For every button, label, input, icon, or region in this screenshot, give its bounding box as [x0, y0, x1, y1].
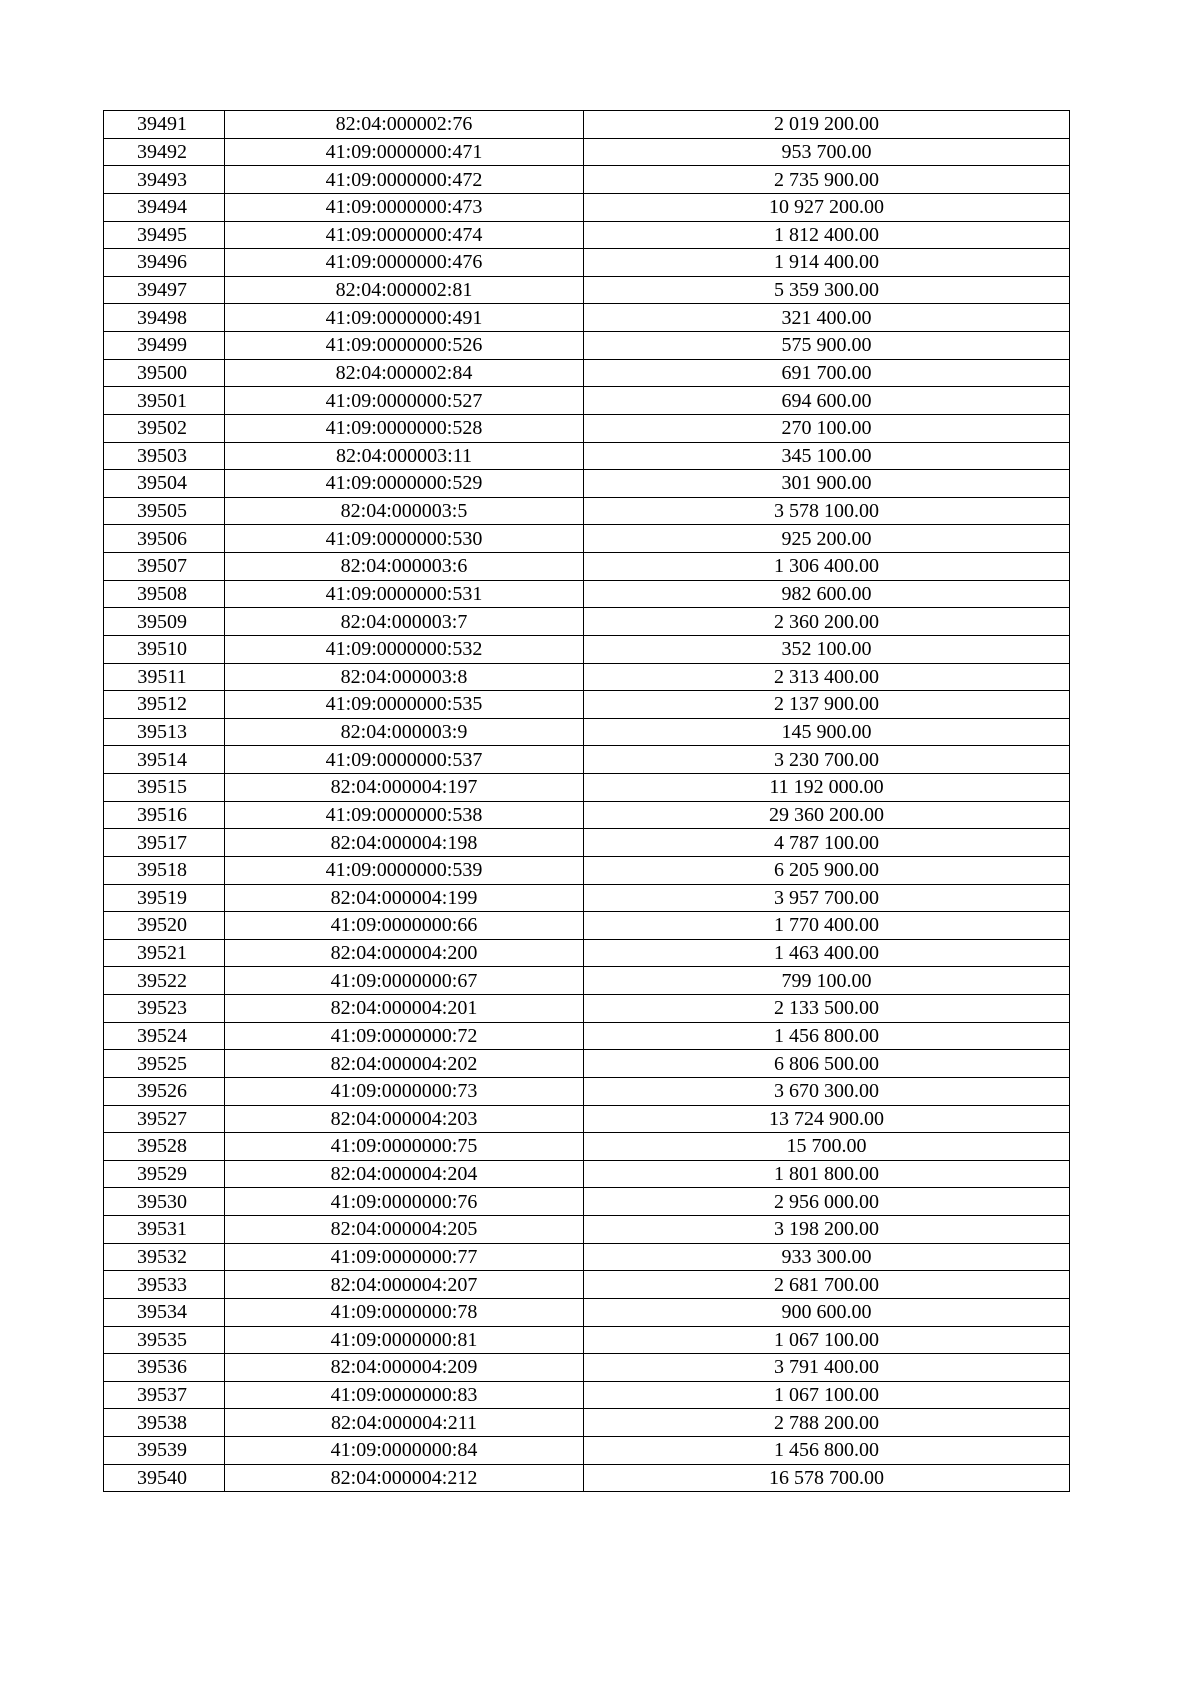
cadastral-value-cell: 1 812 400.00: [584, 221, 1070, 249]
table-row: [104, 497, 1070, 525]
table-row: [104, 1105, 1070, 1133]
row-number-cell: 39519: [104, 884, 225, 912]
row-number-cell: 39527: [104, 1105, 225, 1133]
cadastral-number-cell: 82:04:000004:202: [225, 1050, 584, 1078]
cadastral-value-cell: 925 200.00: [584, 525, 1070, 553]
table-row: [104, 1298, 1070, 1326]
cadastral-number-cell: 41:09:0000000:529: [225, 470, 584, 498]
row-number-cell: 39522: [104, 967, 225, 995]
cadastral-number-cell: 41:09:0000000:66: [225, 912, 584, 940]
table-row: [104, 1354, 1070, 1382]
cadastral-number-cell: 41:09:0000000:526: [225, 332, 584, 360]
cadastral-number-cell: 82:04:000004:201: [225, 995, 584, 1023]
table-row: [104, 1077, 1070, 1105]
cadastral-value-cell: 345 100.00: [584, 442, 1070, 470]
cadastral-value-cell: 2 681 700.00: [584, 1271, 1070, 1299]
cadastral-number-cell: 82:04:000002:76: [225, 111, 584, 139]
row-number-cell: 39494: [104, 193, 225, 221]
cadastral-number-cell: 41:09:0000000:491: [225, 304, 584, 332]
cadastral-number-cell: 41:09:0000000:76: [225, 1188, 584, 1216]
cadastral-value-cell: 799 100.00: [584, 967, 1070, 995]
cadastral-number-cell: 41:09:0000000:532: [225, 635, 584, 663]
cadastral-number-cell: 41:09:0000000:72: [225, 1022, 584, 1050]
cadastral-number-cell: 41:09:0000000:77: [225, 1243, 584, 1271]
row-number-cell: 39532: [104, 1243, 225, 1271]
row-number-cell: 39517: [104, 829, 225, 857]
cadastral-number-cell: 41:09:0000000:476: [225, 249, 584, 277]
table-row: [104, 663, 1070, 691]
cadastral-value-cell: 301 900.00: [584, 470, 1070, 498]
row-number-cell: 39518: [104, 856, 225, 884]
cadastral-number-cell: 82:04:000004:212: [225, 1464, 584, 1492]
table-body: [104, 111, 1070, 1492]
cadastral-value-cell: 13 724 900.00: [584, 1105, 1070, 1133]
cadastral-value-cell: 145 900.00: [584, 718, 1070, 746]
cadastral-number-cell: 41:09:0000000:527: [225, 387, 584, 415]
cadastral-number-cell: 82:04:000003:11: [225, 442, 584, 470]
row-number-cell: 39509: [104, 608, 225, 636]
table-row: [104, 1160, 1070, 1188]
row-number-cell: 39533: [104, 1271, 225, 1299]
table-row: [104, 193, 1070, 221]
cadastral-value-cell: 15 700.00: [584, 1133, 1070, 1161]
row-number-cell: 39510: [104, 635, 225, 663]
cadastral-value-cell: 1 463 400.00: [584, 939, 1070, 967]
cadastral-value-cell: 270 100.00: [584, 414, 1070, 442]
table-row: [104, 470, 1070, 498]
cadastral-number-cell: 41:09:0000000:472: [225, 166, 584, 194]
table-row: [104, 221, 1070, 249]
table-row: [104, 1243, 1070, 1271]
cadastral-number-cell: 82:04:000004:207: [225, 1271, 584, 1299]
cadastral-value-cell: 5 359 300.00: [584, 276, 1070, 304]
table-row: [104, 635, 1070, 663]
table-row: [104, 1271, 1070, 1299]
cadastral-value-cell: 3 791 400.00: [584, 1354, 1070, 1382]
row-number-cell: 39524: [104, 1022, 225, 1050]
cadastral-number-cell: 82:04:000004:211: [225, 1409, 584, 1437]
cadastral-value-cell: 3 957 700.00: [584, 884, 1070, 912]
cadastral-number-cell: 41:09:0000000:474: [225, 221, 584, 249]
cadastral-number-cell: 82:04:000004:203: [225, 1105, 584, 1133]
table-row: [104, 856, 1070, 884]
cadastral-number-cell: 82:04:000004:204: [225, 1160, 584, 1188]
cadastral-number-cell: 41:09:0000000:84: [225, 1437, 584, 1465]
cadastral-value-cell: 3 230 700.00: [584, 746, 1070, 774]
row-number-cell: 39530: [104, 1188, 225, 1216]
row-number-cell: 39505: [104, 497, 225, 525]
cadastral-number-cell: 82:04:000003:6: [225, 553, 584, 581]
cadastral-value-cell: 3 578 100.00: [584, 497, 1070, 525]
cadastral-value-cell: 2 360 200.00: [584, 608, 1070, 636]
table-row: [104, 801, 1070, 829]
cadastral-number-cell: 41:09:0000000:83: [225, 1381, 584, 1409]
row-number-cell: 39538: [104, 1409, 225, 1437]
cadastral-number-cell: 41:09:0000000:78: [225, 1298, 584, 1326]
row-number-cell: 39526: [104, 1077, 225, 1105]
table-row: [104, 967, 1070, 995]
row-number-cell: 39528: [104, 1133, 225, 1161]
cadastral-number-cell: 82:04:000004:197: [225, 774, 584, 802]
cadastral-number-cell: 82:04:000002:81: [225, 276, 584, 304]
cadastral-value-cell: 953 700.00: [584, 138, 1070, 166]
table-row: [104, 304, 1070, 332]
cadastral-value-cell: 1 306 400.00: [584, 553, 1070, 581]
row-number-cell: 39540: [104, 1464, 225, 1492]
cadastral-value-cell: 2 788 200.00: [584, 1409, 1070, 1437]
cadastral-number-cell: 82:04:000003:8: [225, 663, 584, 691]
row-number-cell: 39520: [104, 912, 225, 940]
row-number-cell: 39507: [104, 553, 225, 581]
table-row: [104, 332, 1070, 360]
cadastral-number-cell: 82:04:000003:7: [225, 608, 584, 636]
cadastral-value-cell: 10 927 200.00: [584, 193, 1070, 221]
table-row: [104, 249, 1070, 277]
cadastral-number-cell: 82:04:000004:199: [225, 884, 584, 912]
table-row: [104, 1381, 1070, 1409]
cadastral-number-cell: 41:09:0000000:538: [225, 801, 584, 829]
table-row: [104, 995, 1070, 1023]
cadastral-number-cell: 41:09:0000000:81: [225, 1326, 584, 1354]
table-row: [104, 1464, 1070, 1492]
table-row: [104, 1437, 1070, 1465]
row-number-cell: 39512: [104, 691, 225, 719]
cadastral-number-cell: 41:09:0000000:539: [225, 856, 584, 884]
cadastral-number-cell: 82:04:000004:200: [225, 939, 584, 967]
cadastral-value-cell: 1 456 800.00: [584, 1022, 1070, 1050]
cadastral-value-cell: 982 600.00: [584, 580, 1070, 608]
cadastral-number-cell: 41:09:0000000:535: [225, 691, 584, 719]
row-number-cell: 39504: [104, 470, 225, 498]
cadastral-value-cell: 691 700.00: [584, 359, 1070, 387]
row-number-cell: 39508: [104, 580, 225, 608]
cadastral-number-cell: 41:09:0000000:67: [225, 967, 584, 995]
row-number-cell: 39521: [104, 939, 225, 967]
table-row: [104, 1326, 1070, 1354]
cadastral-number-cell: 41:09:0000000:531: [225, 580, 584, 608]
cadastral-number-cell: 82:04:000003:5: [225, 497, 584, 525]
table-row: [104, 884, 1070, 912]
row-number-cell: 39502: [104, 414, 225, 442]
table-row: [104, 138, 1070, 166]
cadastral-value-cell: 2 313 400.00: [584, 663, 1070, 691]
row-number-cell: 39514: [104, 746, 225, 774]
row-number-cell: 39496: [104, 249, 225, 277]
row-number-cell: 39492: [104, 138, 225, 166]
cadastral-value-cell: 2 019 200.00: [584, 111, 1070, 139]
cadastral-value-cell: 4 787 100.00: [584, 829, 1070, 857]
cadastral-value-cell: 575 900.00: [584, 332, 1070, 360]
row-number-cell: 39516: [104, 801, 225, 829]
cadastral-value-cell: 933 300.00: [584, 1243, 1070, 1271]
row-number-cell: 39525: [104, 1050, 225, 1078]
cadastral-value-cell: 321 400.00: [584, 304, 1070, 332]
table-row: [104, 359, 1070, 387]
table-row: [104, 691, 1070, 719]
table-row: [104, 414, 1070, 442]
table-row: [104, 912, 1070, 940]
row-number-cell: 39497: [104, 276, 225, 304]
table-row: [104, 387, 1070, 415]
cadastral-value-cell: 1 456 800.00: [584, 1437, 1070, 1465]
table-row: [104, 442, 1070, 470]
cadastral-number-cell: 41:09:0000000:75: [225, 1133, 584, 1161]
row-number-cell: 39511: [104, 663, 225, 691]
cadastral-value-cell: 3 198 200.00: [584, 1216, 1070, 1244]
table-row: [104, 553, 1070, 581]
cadastral-number-cell: 82:04:000002:84: [225, 359, 584, 387]
cadastral-value-cell: 694 600.00: [584, 387, 1070, 415]
cadastral-value-cell: 16 578 700.00: [584, 1464, 1070, 1492]
table-row: [104, 525, 1070, 553]
row-number-cell: 39513: [104, 718, 225, 746]
row-number-cell: 39537: [104, 1381, 225, 1409]
row-number-cell: 39503: [104, 442, 225, 470]
cadastral-value-cell: 29 360 200.00: [584, 801, 1070, 829]
row-number-cell: 39535: [104, 1326, 225, 1354]
cadastral-number-cell: 41:09:0000000:73: [225, 1077, 584, 1105]
row-number-cell: 39500: [104, 359, 225, 387]
row-number-cell: 39491: [104, 111, 225, 139]
row-number-cell: 39498: [104, 304, 225, 332]
table-row: [104, 1022, 1070, 1050]
table-row: [104, 746, 1070, 774]
cadastral-number-cell: 41:09:0000000:530: [225, 525, 584, 553]
table-row: [104, 608, 1070, 636]
row-number-cell: 39515: [104, 774, 225, 802]
table-row: [104, 718, 1070, 746]
cadastral-number-cell: 82:04:000003:9: [225, 718, 584, 746]
table-row: [104, 1133, 1070, 1161]
cadastral-value-cell: 352 100.00: [584, 635, 1070, 663]
row-number-cell: 39529: [104, 1160, 225, 1188]
cadastral-number-cell: 41:09:0000000:473: [225, 193, 584, 221]
table-row: [104, 166, 1070, 194]
row-number-cell: 39493: [104, 166, 225, 194]
cadastral-value-cell: 1 801 800.00: [584, 1160, 1070, 1188]
table-row: [104, 580, 1070, 608]
row-number-cell: 39506: [104, 525, 225, 553]
cadastral-value-cell: 1 770 400.00: [584, 912, 1070, 940]
cadastral-value-cell: 1 067 100.00: [584, 1381, 1070, 1409]
table-row: [104, 111, 1070, 139]
cadastral-value-cell: 1 067 100.00: [584, 1326, 1070, 1354]
cadastral-value-cell: 900 600.00: [584, 1298, 1070, 1326]
row-number-cell: 39539: [104, 1437, 225, 1465]
cadastral-number-cell: 82:04:000004:209: [225, 1354, 584, 1382]
table-row: [104, 829, 1070, 857]
cadastral-value-cell: 11 192 000.00: [584, 774, 1070, 802]
cadastral-value-cell: 1 914 400.00: [584, 249, 1070, 277]
table-row: [104, 1216, 1070, 1244]
row-number-cell: 39499: [104, 332, 225, 360]
table-row: [104, 774, 1070, 802]
cadastral-value-table: [103, 110, 1070, 1492]
table-row: [104, 1050, 1070, 1078]
row-number-cell: 39501: [104, 387, 225, 415]
cadastral-value-cell: 3 670 300.00: [584, 1077, 1070, 1105]
cadastral-number-cell: 41:09:0000000:471: [225, 138, 584, 166]
cadastral-value-cell: 2 133 500.00: [584, 995, 1070, 1023]
cadastral-value-cell: 2 735 900.00: [584, 166, 1070, 194]
table-row: [104, 1188, 1070, 1216]
row-number-cell: 39523: [104, 995, 225, 1023]
table-row: [104, 1409, 1070, 1437]
row-number-cell: 39531: [104, 1216, 225, 1244]
cadastral-number-cell: 41:09:0000000:537: [225, 746, 584, 774]
cadastral-number-cell: 82:04:000004:198: [225, 829, 584, 857]
cadastral-number-cell: 82:04:000004:205: [225, 1216, 584, 1244]
cadastral-value-cell: 2 956 000.00: [584, 1188, 1070, 1216]
table-row: [104, 276, 1070, 304]
row-number-cell: 39534: [104, 1298, 225, 1326]
cadastral-value-cell: 6 205 900.00: [584, 856, 1070, 884]
cadastral-number-cell: 41:09:0000000:528: [225, 414, 584, 442]
cadastral-value-cell: 2 137 900.00: [584, 691, 1070, 719]
row-number-cell: 39495: [104, 221, 225, 249]
row-number-cell: 39536: [104, 1354, 225, 1382]
table-row: [104, 939, 1070, 967]
cadastral-value-cell: 6 806 500.00: [584, 1050, 1070, 1078]
